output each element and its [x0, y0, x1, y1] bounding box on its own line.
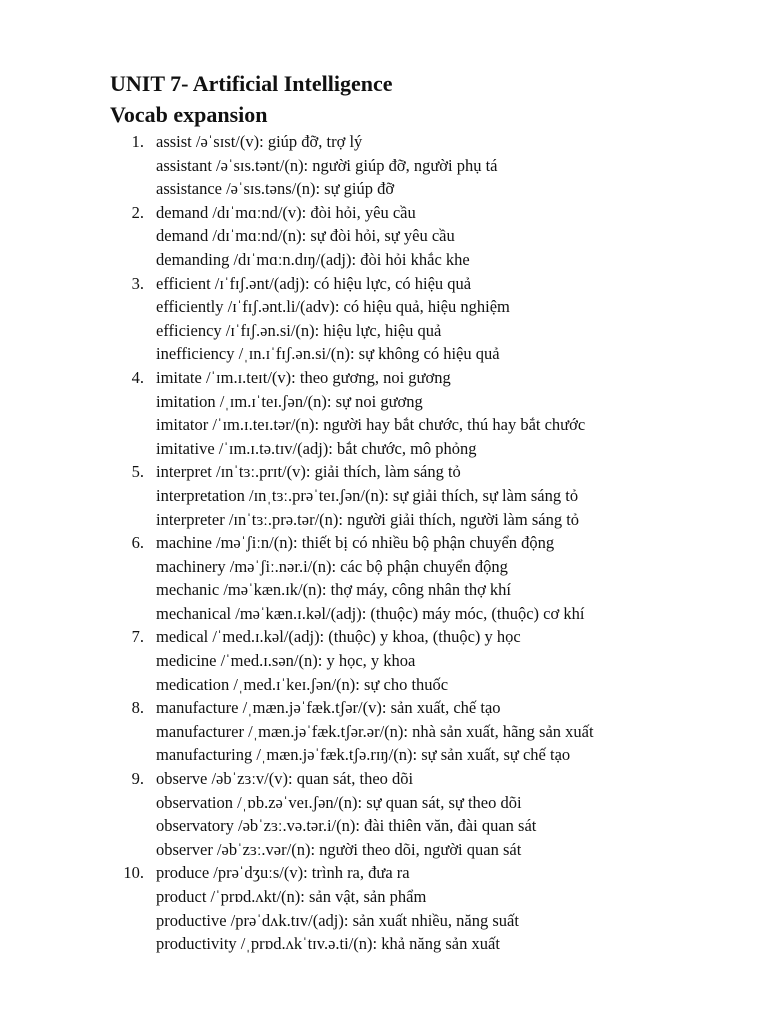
entry-number: 4.	[131, 367, 144, 387]
vocab-entry	[110, 272, 750, 366]
vocab-line: machinery /məˈʃiː.nər.i/(n): các bộ phận chuyển động	[156, 556, 508, 576]
vocab-line: mechanical /məˈkæn.ɪ.kəl/(adj): (thuộc) máy móc, (thuộc) cơ khí	[156, 603, 585, 623]
vocab-line: manufacture /ˌmæn.jəˈfæk.tʃər/(v): sản xuất, chế tạo	[156, 698, 501, 718]
entry-number: 7.	[131, 627, 144, 647]
vocab-line: assistant /əˈsɪs.tənt/(n): người giúp đỡ, người phụ tá	[156, 155, 498, 175]
vocab-line: demand /dɪˈmɑːnd/(n): sự đòi hỏi, sự yêu cầu	[156, 226, 455, 246]
vocab-entry	[110, 696, 750, 767]
vocab-line: efficient /ɪˈfɪʃ.ənt/(adj): có hiệu lực, có hiệu quả	[156, 273, 472, 293]
page-subtitle: Vocab expansion	[110, 102, 268, 127]
entry-number: 9.	[131, 769, 144, 789]
entry-number: 10.	[123, 863, 144, 883]
vocab-line: product /ˈprɒd.ʌkt/(n): sản vật, sản phẩm	[156, 887, 427, 906]
vocab-line: machine /məˈʃiːn/(n): thiết bị có nhiều bộ phận chuyển động	[156, 533, 555, 553]
vocab-list	[110, 130, 750, 956]
vocab-line: manufacturer /ˌmæn.jəˈfæk.tʃər.ər/(n): nhà sản xuất, hãng sản xuất	[156, 721, 594, 741]
vocab-entry	[110, 531, 750, 625]
vocab-entry	[110, 130, 750, 201]
vocab-line: efficiently /ɪˈfɪʃ.ənt.li/(adv): có hiệu quả, hiệu nghiệm	[156, 297, 510, 317]
vocab-line: imitative /ˈɪm.ɪ.tə.tɪv/(adj): bắt chước, mô phỏng	[156, 438, 477, 458]
vocab-line: produce /prəˈdʒuːs/(v): trình ra, đưa ra	[156, 863, 410, 883]
vocab-entry	[110, 861, 750, 955]
vocab-line: observatory /əbˈzɜː.və.tər.i/(n): đài thiên văn, đài quan sát	[156, 816, 537, 836]
vocab-line: interpret /ɪnˈtɜː.prɪt/(v): giải thích, làm sáng tỏ	[156, 462, 461, 482]
vocab-line: medical /ˈmed.ɪ.kəl/(adj): (thuộc) y khoa, (thuộc) y học	[156, 627, 521, 647]
vocab-line: demanding /dɪˈmɑːn.dɪŋ/(adj): đòi hỏi khắc khe	[156, 249, 470, 269]
vocab-line: imitate /ˈɪm.ɪ.teɪt/(v): theo gương, noi gương	[156, 367, 451, 387]
vocab-line: demand /dɪˈmɑːnd/(v): đòi hỏi, yêu cầu	[156, 202, 416, 222]
entry-number: 6.	[131, 533, 144, 553]
entry-number: 2.	[131, 202, 144, 222]
vocab-line: efficiency /ɪˈfɪʃ.ən.si/(n): hiệu lực, hiệu quả	[156, 320, 442, 340]
vocab-entry	[110, 201, 750, 272]
vocab-line: medicine /ˈmed.ɪ.sən/(n): y học, y khoa	[156, 651, 416, 671]
vocab-entry	[110, 625, 750, 696]
entry-number: 8.	[131, 698, 144, 718]
vocab-line: manufacturing /ˌmæn.jəˈfæk.tʃə.rɪŋ/(n): sự sản xuất, sự chế tạo	[156, 745, 571, 765]
vocab-line: assistance /əˈsɪs.təns/(n): sự giúp đỡ	[156, 179, 395, 199]
vocab-line: observer /əbˈzɜː.vər/(n): người theo dõi, người quan sát	[156, 839, 522, 859]
vocab-line: observation /ˌɒb.zəˈveɪ.ʃən/(n): sự quan sát, sự theo dõi	[156, 792, 522, 812]
vocab-line: productive /prəˈdʌk.tɪv/(adj): sản xuất nhiều, năng suất	[156, 910, 519, 930]
vocab-line: interpretation /ɪnˌtɜː.prəˈteɪ.ʃən/(n): sự giải thích, sự làm sáng tỏ	[156, 485, 579, 505]
vocab-line: mechanic /məˈkæn.ɪk/(n): thợ máy, công nhân thợ khí	[156, 580, 512, 600]
vocab-line: observe /əbˈzɜːv/(v): quan sát, theo dõi	[156, 769, 414, 789]
vocab-line: imitator /ˈɪm.ɪ.teɪ.tər/(n): người hay bắt chước, thú hay bắt chước	[156, 415, 586, 435]
vocab-line: imitation /ˌɪm.ɪˈteɪ.ʃən/(n): sự noi gương	[156, 391, 423, 411]
document-page	[110, 68, 750, 956]
vocab-line: interpreter /ɪnˈtɜː.prə.tər/(n): người giải thích, người làm sáng tỏ	[156, 509, 580, 529]
vocab-line: assist /əˈsɪst/(v): giúp đỡ, trợ lý	[156, 132, 363, 151]
entry-number: 3.	[131, 273, 144, 293]
vocab-entry	[110, 366, 750, 460]
vocab-line: medication /ˌmed.ɪˈkeɪ.ʃən/(n): sự cho thuốc	[156, 674, 449, 694]
vocab-entry	[110, 460, 750, 531]
vocab-line: inefficiency /ˌɪn.ɪˈfɪʃ.ən.si/(n): sự không có hiệu quả	[156, 344, 500, 364]
entry-number: 5.	[131, 462, 144, 482]
vocab-line: productivity /ˌprɒd.ʌkˈtɪv.ə.ti/(n): khả năng sản xuất	[156, 934, 500, 954]
vocab-entry	[110, 767, 750, 861]
page-title: UNIT 7- Artificial Intelligence	[110, 71, 393, 96]
entry-number: 1.	[131, 132, 144, 151]
